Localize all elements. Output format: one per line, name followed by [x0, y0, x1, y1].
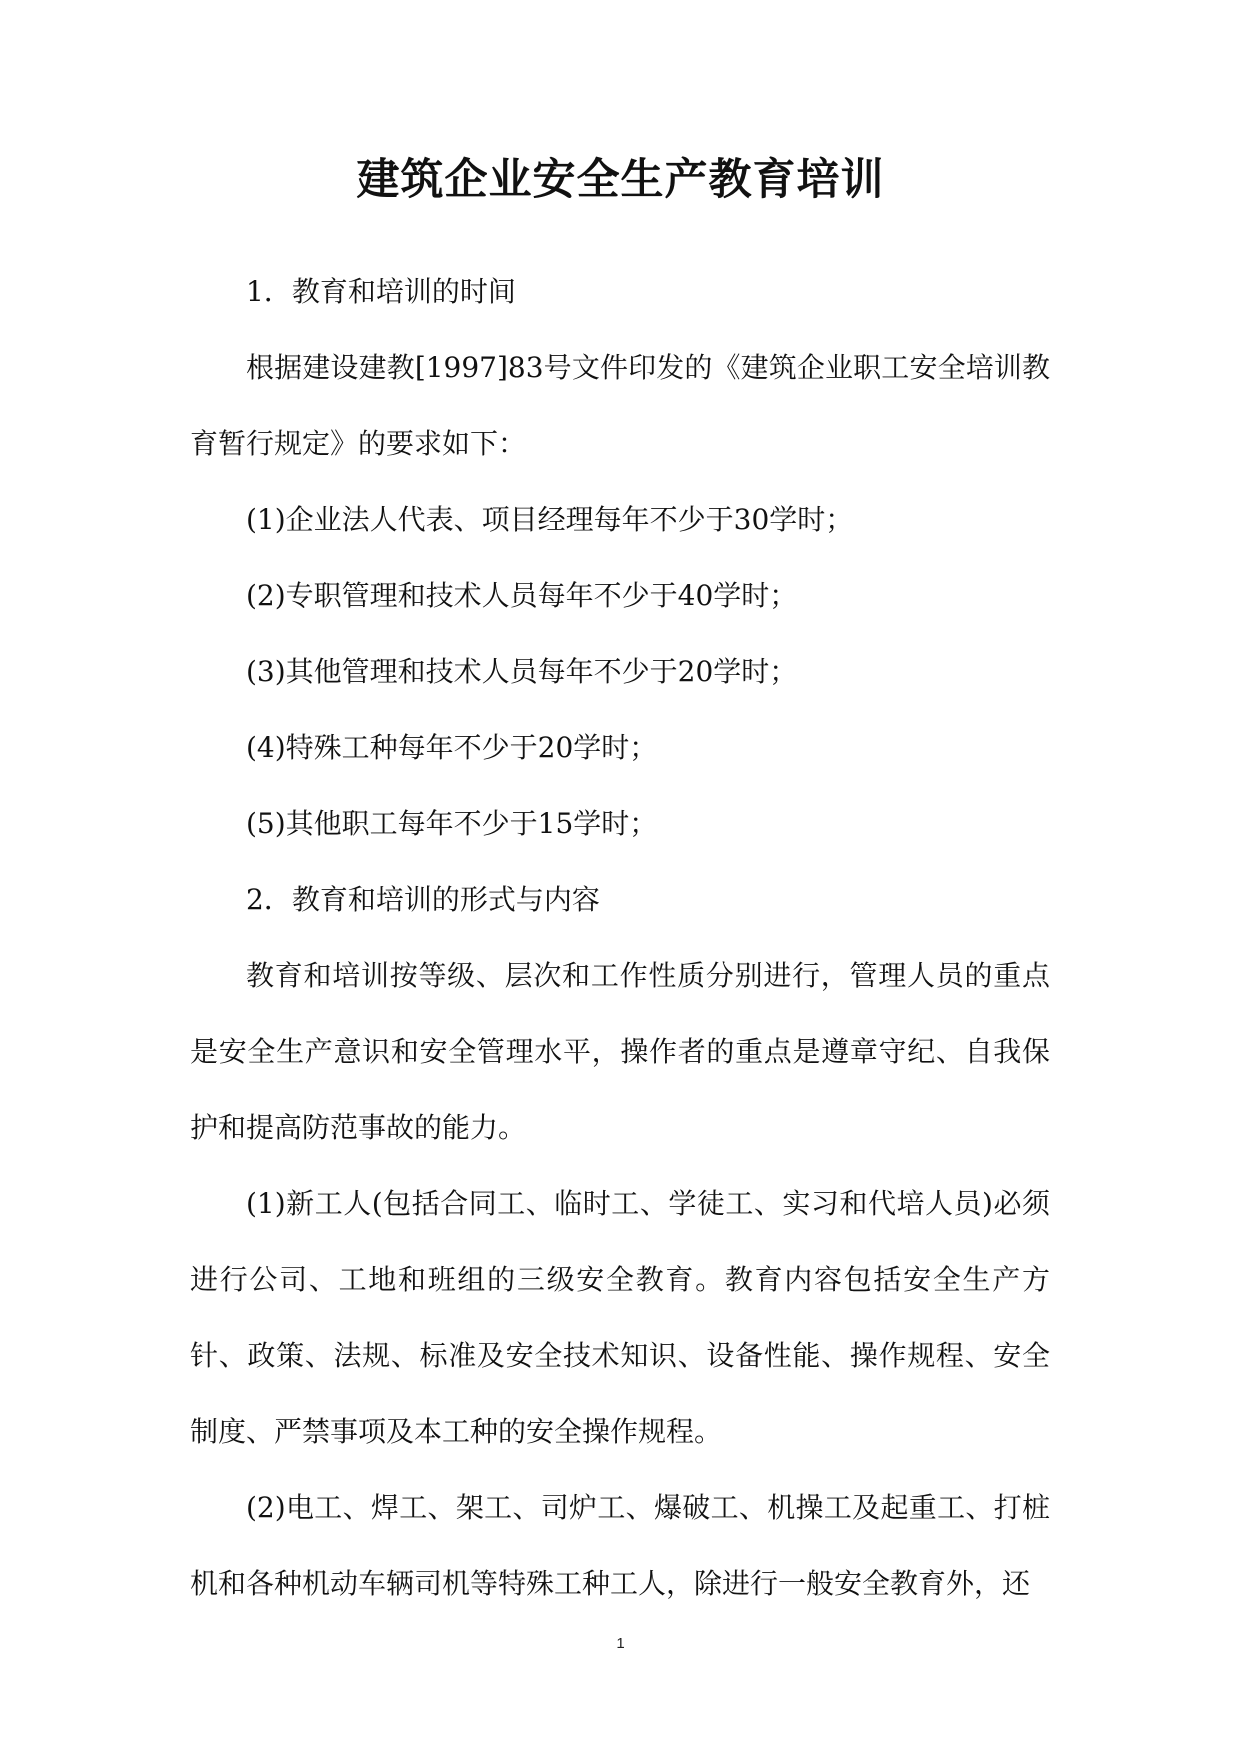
section-heading-time: 1．教育和培训的时间 [246, 275, 516, 308]
list-item-other-workers: (5)其他职工每年不少于15学时； [246, 807, 658, 840]
paragraph-special-trades: (2)电工、焊工、架工、司炉工、爆破工、机操工及起重工、打桩机和各种机动车辆司机等特殊工种工人，除进行一般安全教育外，还 [190, 1491, 1050, 1600]
paragraph-training-levels: 教育和培训按等级、层次和工作性质分别进行，管理人员的重点是安全生产意识和安全管理水平，操作者的重点是遵章守纪、自我保护和提高防范事故的能力。 [190, 959, 1050, 1144]
list-item-full-time-staff: (2)专职管理和技术人员每年不少于40学时； [246, 579, 798, 612]
paragraph-new-workers: (1)新工人(包括合同工、临时工、学徒工、实习和代培人员)必须进行公司、工地和班组的三级安全教育。教育内容包括安全生产方针、政策、法规、标准及安全技术知识、设备性能、操作规程、安全制度、严禁事项及本工种的安全操作规程。 [190, 1187, 1050, 1448]
list-item-other-staff: (3)其他管理和技术人员每年不少于20学时； [246, 655, 798, 688]
page-number: 1 [616, 1635, 625, 1652]
paragraph-regulation-basis: 根据建设建教[1997]83号文件印发的《建筑企业职工安全培训教育暂行规定》的要求如下： [190, 351, 1050, 460]
list-item-legal-representative: (1)企业法人代表、项目经理每年不少于30学时； [246, 503, 854, 536]
document-body [190, 254, 1050, 1622]
list-item-special-trades: (4)特殊工种每年不少于20学时； [246, 731, 658, 764]
section-heading-form-content: 2．教育和培训的形式与内容 [246, 883, 600, 916]
document-title: 建筑企业安全生产教育培训 [356, 155, 885, 205]
